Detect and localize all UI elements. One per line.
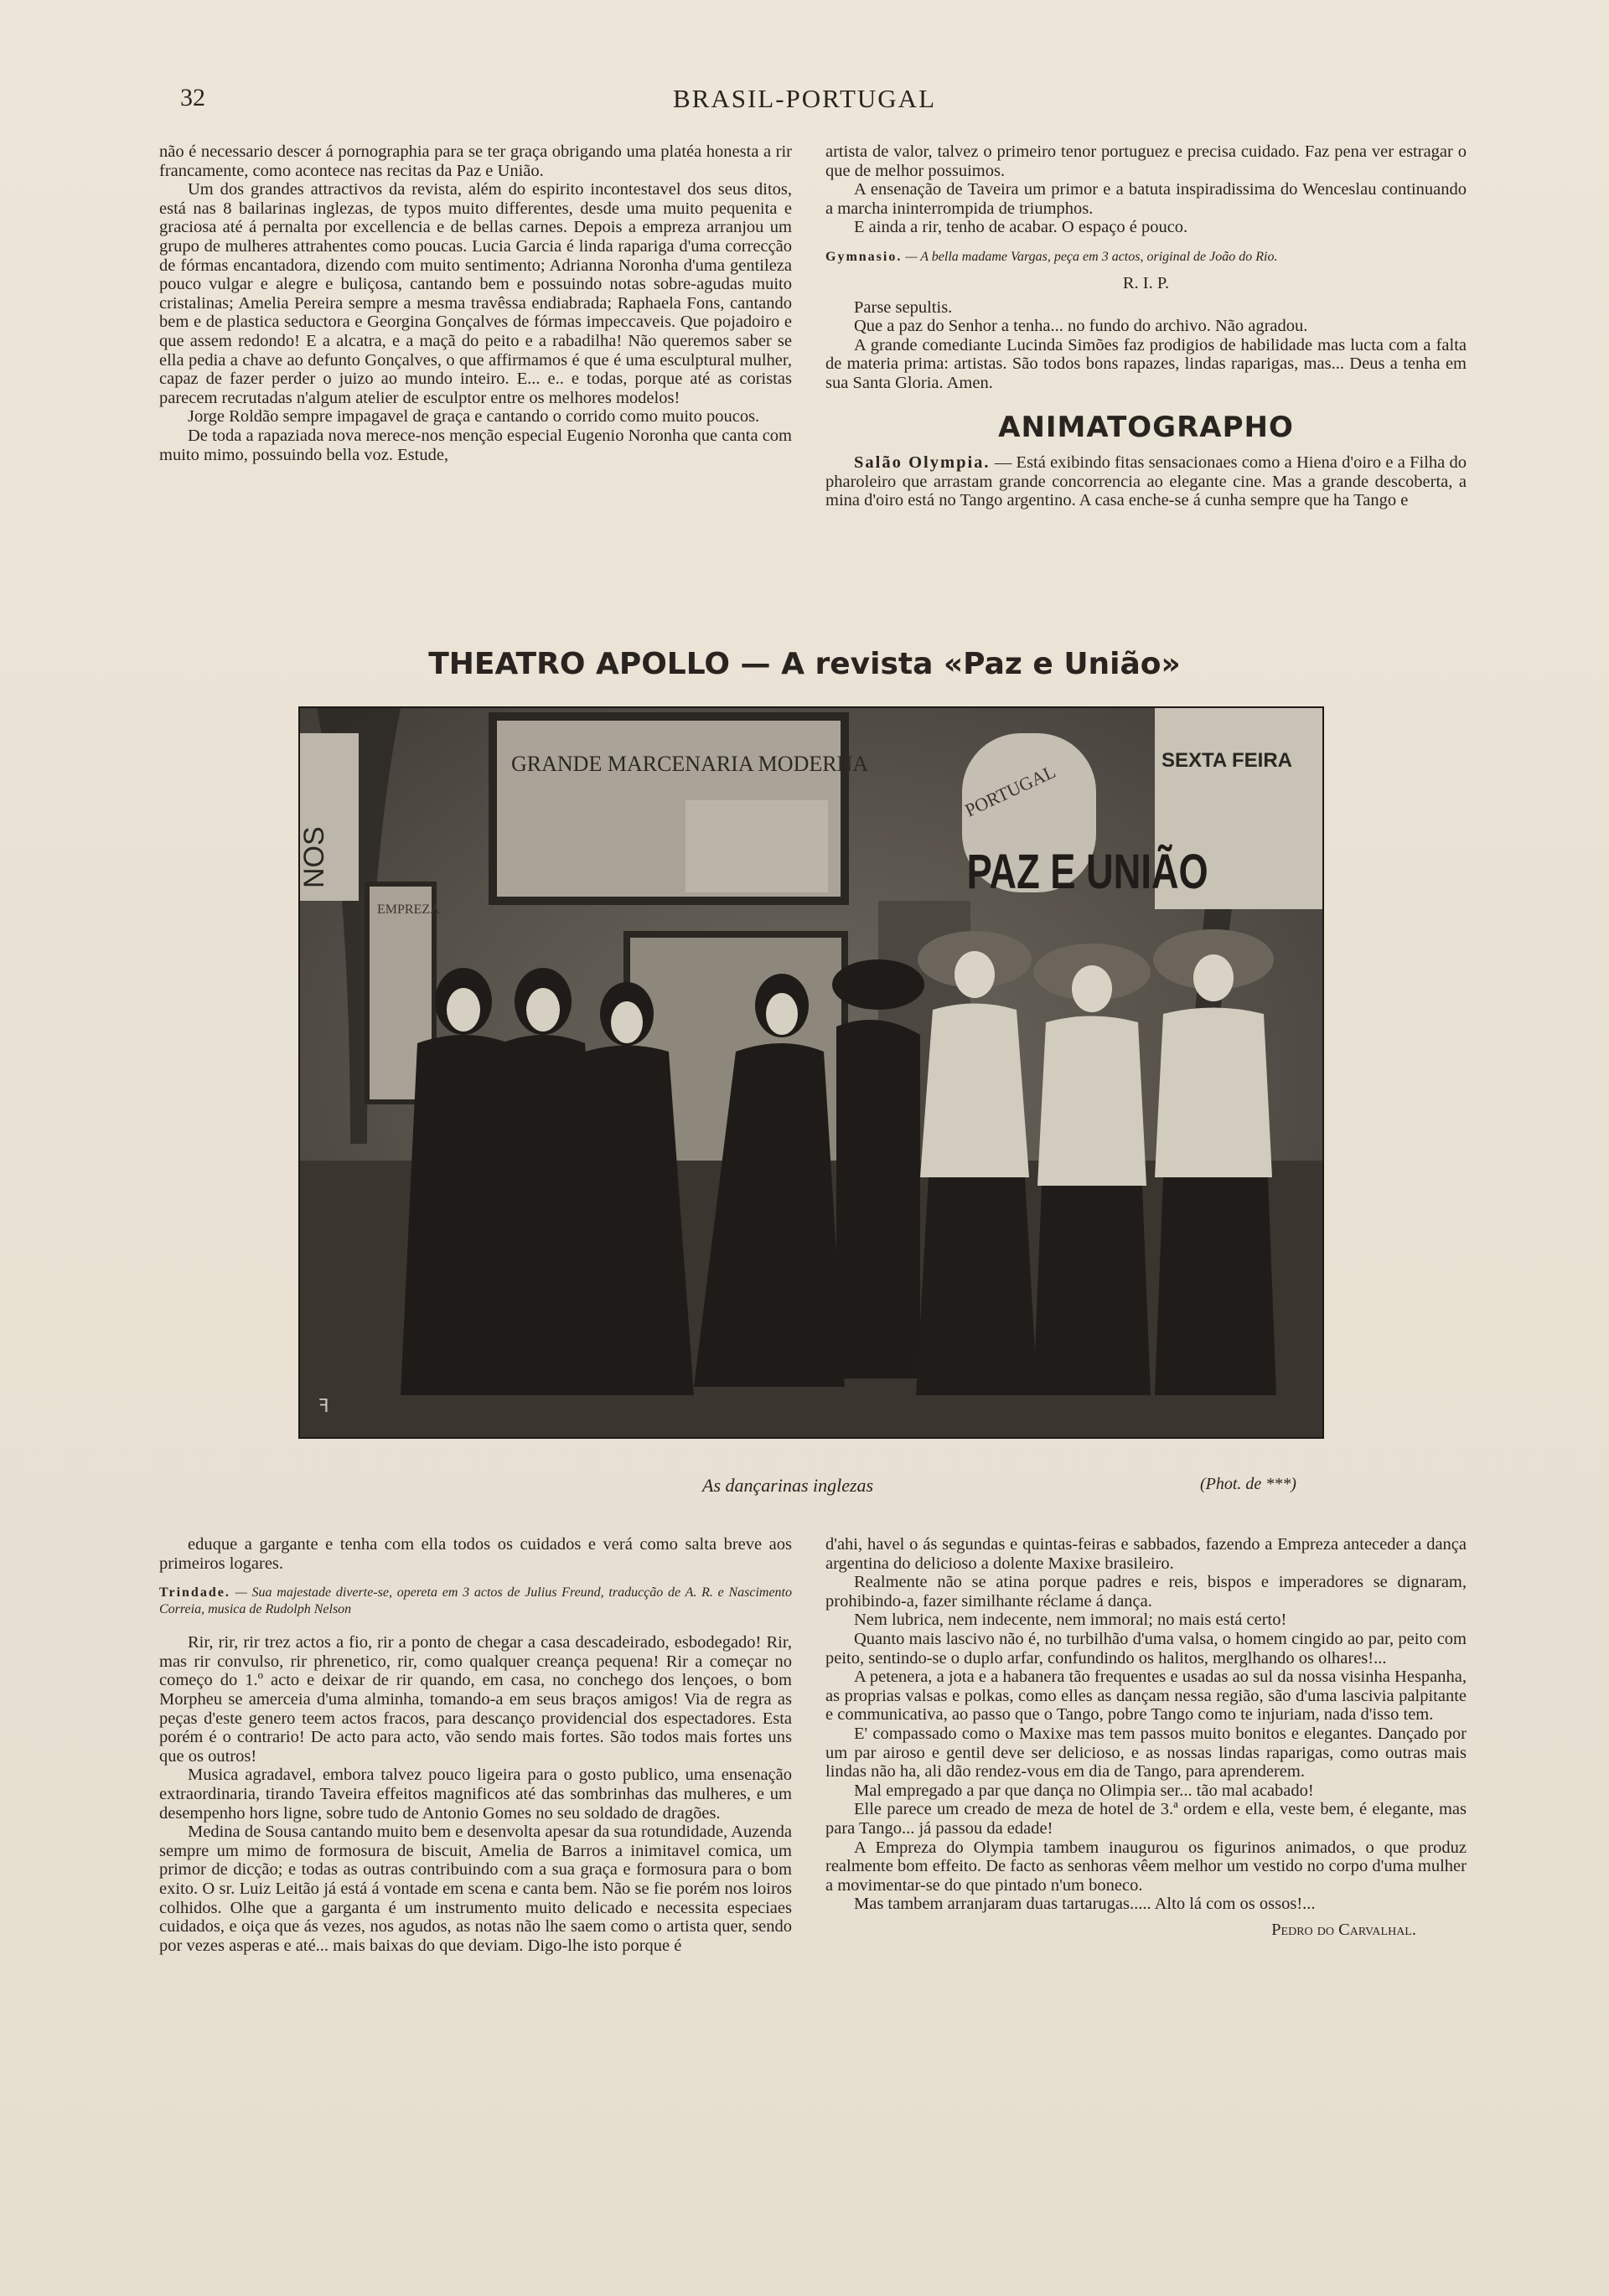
paragraph: Que a paz do Senhor a tenha... no fundo do archivo. Não agradou. [854, 317, 1308, 336]
column-top-left [159, 142, 792, 464]
salao-text: — Está exibindo fitas sensacionaes como a Hiena d'oiro e a Filha do pharoleiro que arrastam grande concorrencia ao elegante cine. Mas a grande descoberta, a mina d'oiro está no Tango argentino. A casa enche-se á cunha sempre que ha Tango e [825, 453, 1467, 510]
paragraph: Jorge Roldão sempre impagavel de graça e cantando o corrido como muito poucos. [188, 407, 760, 427]
paragraph: eduque a gargante e tenha com ella todos os cuidados e verá como salta breve aos primeiros logares. [159, 1535, 792, 1573]
column-top-right [825, 142, 1467, 510]
paragraph: A Empreza do Olympia tambem inaugurou os figurinos animados, o que produz realmente bom effeito. De facto as senhoras vêem melhor um vestido no corpo d'uma mulher a movimentar-se do que pintado n'um boneco. [825, 1838, 1467, 1895]
paragraph: Musica agradavel, embora talvez pouco ligeira para o gosto publico, uma ensenação extraordinaria, tirando Taveira effeitos magnificos até das sombrinhas das mulheres, e um desempenho hors ligne, sobre tudo de Antonio Gomes no seu soldado de dragões. [159, 1766, 792, 1823]
dancers-photo [300, 708, 1322, 1437]
gymnasio-name: Gymnasio. [825, 249, 903, 264]
gymnasio-entry [825, 249, 1467, 266]
paragraph: Parse sepultis. [854, 297, 953, 317]
paragraph: E' compassado como o Maxixe mas tem passos muito bonitos e elegantes. Dançado por um par airoso e gentil deve ser delicioso, e as nossas lindas raparigas, como outras mais lindas não ha, ali dão rendez-vous em dia de Tango, para aprenderem. [825, 1724, 1467, 1781]
photo-title: THEATRO APOLLO — A revista «Paz e União» [428, 647, 1181, 681]
photo-credit: (Phot. de ***) [1200, 1475, 1296, 1493]
paragraph: A petenera, a jota e a habanera tão frequentes e usadas ao sul da nossa visinha Hespanha, as proprias valsas e polkas, como elles as dançam nessa região, são d'uma lascivia palpitante e communicativa, ao passo que o Tango, pobre Tango como te injuriam, nada d'isso tem. [825, 1668, 1467, 1725]
paragraph: Rir, rir, rir trez actos a fio, rir a ponto de chegar a casa descadeirado, esbodegado! Rir, mas rir convulso, rir phrenetico, rir, como qualquer creança pequena! Rir a começar no começo do 1.º acto e deixar de rir quando, em casa, no conchego dos lençoes, o bom Morpheu se amerceia d'uma alminha, tomando-a em seus braços amigos! Via de regra as peças d'este genero teem actos fracos, para descanço providencial dos espectadores. Esta porém é o contrario! De acto para acto, vão sendo mais fortes. São todos mais fortes uns que os outros! [159, 1633, 792, 1766]
column-bottom-left [159, 1535, 792, 1955]
trindade-desc: — Sua majestade diverte-se, opereta em 3 actos de Julius Freund, traducção de A. R. e Nascimento Correia, musica de Rudolph Nelson [159, 1585, 792, 1617]
trindade-name: Trindade. [159, 1585, 230, 1600]
paragraph: A grande comediante Lucinda Simões faz prodigios de habilidade mas lucta com a falta de materia prima: artistas. São todos bons rapazes, lindas raparigas, mas... Deus a tenha em sua Santa Gloria. Amen. [825, 335, 1467, 392]
trindade-entry [159, 1585, 792, 1618]
paragraph: Nem lubrica, nem indecente, nem immoral; no mais está certo! [854, 1611, 1287, 1630]
poster-empreza: EMPREZA [377, 902, 440, 917]
paragraph: Mas tambem arranjaram duas tartarugas..... Alto lá com os ossos!... [854, 1895, 1316, 1914]
poster-paz-e-uniao: PAZ E UNIÃO [966, 845, 1208, 900]
svg-text:NOS: NOS [300, 826, 330, 888]
poster-text: GRANDE MARCENARIA MODERNA [511, 752, 869, 776]
paragraph: Medina de Sousa cantando muito bem e desenvolta apesar da sua rotundidade, Auzenda sempre um mimo de formosura de biscuit, Amelia de Barros a inimitavel comica, um primor de dicção; e todas as outras contribuindo com a sua graça e formosura para o bom exito. O sr. Luiz Leitão já está á vontade em scena e canta bem. Não se fie porém nos loiros colhidos. Olhe que a garganta é um instrumento muito delicado e necessita especiaes cuidados, e oiça que ás vezes, nos agudos, as notas não lhe saem como o artista quer, sendo por vezes asperas e até... mais baixas do que deviam. Digo-lhe isto porque é [159, 1823, 792, 1955]
poster-sexta-feira: SEXTA FEIRA [1161, 749, 1293, 772]
paragraph: Quanto mais lascivo não é, no turbilhão d'uma valsa, o homem cingido ao par, peito com peito, sentindo-se o duplo arfar, confundindo os halitos, merglhando os olhares!... [825, 1629, 1467, 1668]
photo-caption: As dançarinas inglezas [702, 1475, 874, 1496]
paragraph: Mal empregado a par que dança no Olimpia ser... tão mal acabado! [854, 1781, 1314, 1800]
paragraph: d'ahi, havel o ás segundas e quintas-feiras e sabbados, fazendo a Empreza anteceder a dança argentina do delicioso a dolente Maxixe brasileiro. [825, 1535, 1467, 1573]
paragraph: De toda a rapaziada nova merece-nos menção especial Eugenio Noronha que canta com muito mimo, possuindo bella voz. Estude, [159, 426, 792, 464]
salao-name: Salão Olympia. [854, 453, 991, 473]
paragraph: Elle parece um creado de meza de hotel de 3.ª ordem e ella, veste bem, é elegante, mas para Tango... já passou da edade! [825, 1800, 1467, 1838]
paragraph: Realmente não se atina porque padres e reis, bispos e imperadores se dignaram, prohibindo-a, fazer similhante réclame á dança. [825, 1573, 1467, 1611]
poster-portugal: PORTUGAL [961, 760, 1059, 821]
rip-heading: R. I. P. [1122, 273, 1170, 292]
photograph [300, 708, 1322, 1437]
paragraph [825, 453, 1467, 510]
paragraph: E ainda a rir, tenho de acabar. O espaço é pouco. [854, 218, 1188, 237]
column-bottom-right [825, 1535, 1467, 1939]
paragraph: não é necessario descer á pornographia para se ter graça obrigando uma platéa honesta a rir francamente, como acontece nas recitas da Paz e União. [159, 142, 792, 180]
running-title: BRASIL-PORTUGAL [672, 84, 937, 113]
paragraph: artista de valor, talvez o primeiro tenor portuguez e precisa cuidado. Faz pena ver estragar o que de melhor possuimos. [825, 142, 1467, 180]
paragraph: A ensenação de Taveira um primor e a batuta inspiradissima do Wenceslau continuando a marcha ininterrompida de triumphos. [825, 180, 1467, 218]
page-number: 32 [180, 84, 205, 111]
author-signature: Pedro do Carvalhal. [1271, 1920, 1416, 1939]
gymnasio-desc: — A bella madame Vargas, peça em 3 actos, original de João do Rio. [902, 249, 1278, 264]
section-heading: ANIMATOGRAPHO [998, 410, 1294, 444]
paragraph: Um dos grandes attractivos da revista, além do espirito incontestavel dos seus ditos, está nas 8 bailarinas inglezas, de typos muito differentes, desde uma muito pequenita e graciosa até á pernalta por excellencia e de bellas carnes. Depois a empreza arranjou um grupo de mulheres attrahentes como poucas. Lucia Garcia é linda rapariga d'uma correcção de fórmas encantadora, dizendo com muito sentimento; Adrianna Noronha d'uma gentileza pouco vulgar e alegre e buliçosa, cantando bem e possuindo notas sobre-agudas muito cristalinas; Amelia Pereira sempre a mesma travêssa endiabrada; Raphaela Fons, cantando bem e de plastica seductora e Georgina Gonçalves de fórmas impeccaveis. Que pojadoiro e que assem redondo! E a alcatra, e a maçã do peito e a rabadilha! Não queremos saber se ella pedia a chave ao defunto Gonçalves, o que affirmamos é que é uma esculptural mulher, capaz de fazer perder o juizo ao mundo inteiro. E... e.. e todas, porque até as coristas parecem recrutadas n'algum atelier de esculptor entre os melhores modelos! [159, 180, 792, 407]
svg-text:ꟻ: ꟻ [318, 1395, 329, 1416]
